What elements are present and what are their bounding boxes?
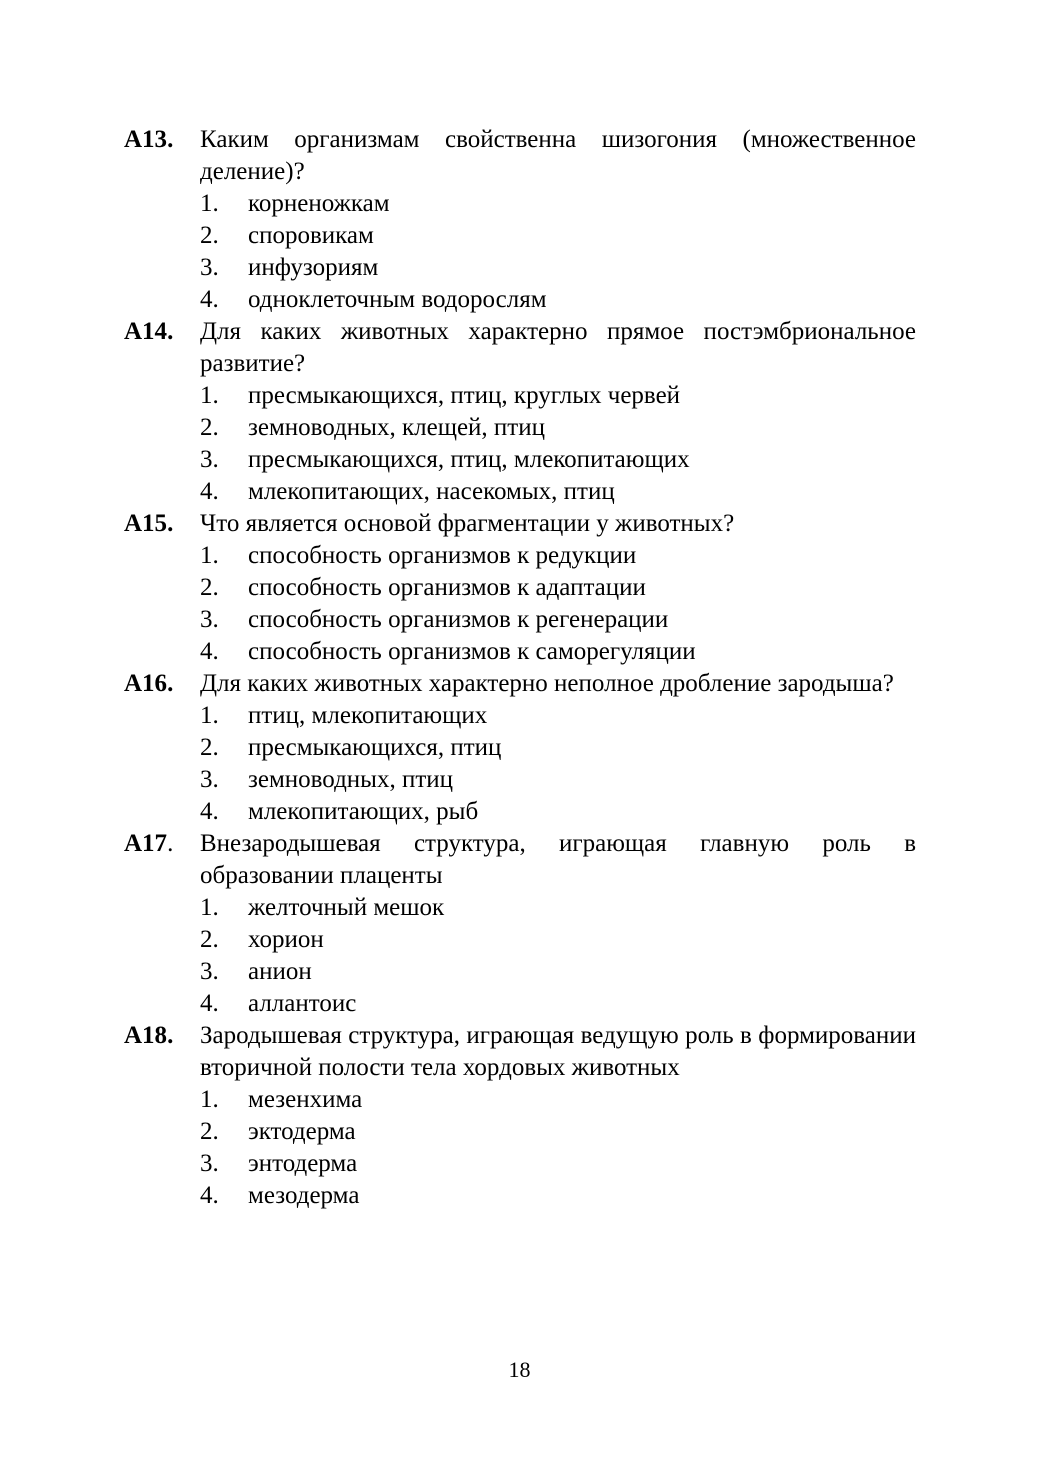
question-number: A14. xyxy=(124,318,174,345)
option-number: 3. xyxy=(200,446,219,473)
answer-option xyxy=(200,188,916,220)
option-number: 3. xyxy=(200,766,219,793)
answer-option xyxy=(200,412,916,444)
answer-option xyxy=(200,444,916,476)
option-number: 2. xyxy=(200,926,219,953)
question-number: A15. xyxy=(124,510,174,537)
answer-option xyxy=(200,956,916,988)
answer-option xyxy=(200,572,916,604)
question-text: Что является основой фрагментации у животных? xyxy=(200,510,735,537)
option-text: способность организмов к адаптации xyxy=(248,574,646,601)
answer-option xyxy=(200,988,916,1020)
option-number: 1. xyxy=(200,382,219,409)
question-a13 xyxy=(124,124,916,316)
option-text: споровикам xyxy=(248,222,374,249)
option-number: 1. xyxy=(200,542,219,569)
question-text: Для каких животных характерно неполное дробление зародыша? xyxy=(200,670,894,697)
option-number: 4. xyxy=(200,478,219,505)
answer-option xyxy=(200,1116,916,1148)
option-number: 3. xyxy=(200,254,219,281)
option-text: мезенхима xyxy=(248,1086,363,1113)
option-number: 3. xyxy=(200,958,219,985)
option-number: 3. xyxy=(200,606,219,633)
option-text: пресмыкающихся, птиц, круглых червей xyxy=(248,382,681,409)
answer-option xyxy=(200,220,916,252)
question-text: Каким организмам свойственна шизогония (множественное деление)? xyxy=(200,126,916,185)
answer-option xyxy=(200,476,916,508)
option-number: 4. xyxy=(200,798,219,825)
option-number: 2. xyxy=(200,1118,219,1145)
option-text: мезодерма xyxy=(248,1182,360,1209)
option-number: 1. xyxy=(200,1086,219,1113)
answer-option xyxy=(200,924,916,956)
option-text: энтодерма xyxy=(248,1150,358,1177)
option-text: млекопитающих, насекомых, птиц xyxy=(248,478,615,505)
question-a17 xyxy=(124,828,916,1020)
question-number: A16. xyxy=(124,670,174,697)
option-text: эктодерма xyxy=(248,1118,356,1145)
option-number: 4. xyxy=(200,638,219,665)
answer-options xyxy=(200,540,916,668)
option-number: 2. xyxy=(200,574,219,601)
option-text: способность организмов к саморегуляции xyxy=(248,638,696,665)
answer-option xyxy=(200,284,916,316)
question-number: A17. xyxy=(124,830,174,857)
question-text: Зародышевая структура, играющая ведущую роль в формировании вторичной полости тела хордовых животных xyxy=(200,1022,916,1081)
option-number: 4. xyxy=(200,1182,219,1209)
option-text: земноводных, птиц xyxy=(248,766,454,793)
page-number: 18 xyxy=(508,1357,531,1382)
answer-option xyxy=(200,796,916,828)
option-number: 4. xyxy=(200,286,219,313)
answer-options xyxy=(200,380,916,508)
option-text: способность организмов к регенерации xyxy=(248,606,669,633)
question-a18 xyxy=(124,1020,916,1212)
option-text: анион xyxy=(248,958,312,985)
option-text: птиц, млекопитающих xyxy=(248,702,488,729)
question-text: Внезародышевая структура, играющая главную роль в образовании плаценты xyxy=(200,830,916,889)
question-number: A13. xyxy=(124,126,174,153)
answer-option xyxy=(200,604,916,636)
answer-option xyxy=(200,252,916,284)
option-number: 1. xyxy=(200,190,219,217)
option-number: 4. xyxy=(200,990,219,1017)
option-text: желточный мешок xyxy=(248,894,445,921)
option-number: 2. xyxy=(200,414,219,441)
option-text: аллантоис xyxy=(248,990,357,1017)
answer-options xyxy=(200,1084,916,1212)
option-number: 3. xyxy=(200,1150,219,1177)
question-a15 xyxy=(124,508,916,668)
option-number: 1. xyxy=(200,894,219,921)
option-number: 1. xyxy=(200,702,219,729)
answer-option xyxy=(200,700,916,732)
answer-option xyxy=(200,540,916,572)
answer-option xyxy=(200,380,916,412)
answer-option xyxy=(200,764,916,796)
option-number: 2. xyxy=(200,222,219,249)
option-text: пресмыкающихся, птиц, млекопитающих xyxy=(248,446,690,473)
option-text: инфузориям xyxy=(248,254,379,281)
option-text: пресмыкающихся, птиц xyxy=(248,734,502,761)
answer-options xyxy=(200,892,916,1020)
option-text: хорион xyxy=(248,926,324,953)
answer-option xyxy=(200,1148,916,1180)
answer-option xyxy=(200,636,916,668)
question-text: Для каких животных характерно прямое постэмбриональное развитие? xyxy=(200,318,916,377)
option-text: млекопитающих, рыб xyxy=(248,798,479,825)
option-text: корненожкам xyxy=(248,190,390,217)
option-text: способность организмов к редукции xyxy=(248,542,637,569)
answer-option xyxy=(200,1180,916,1212)
answer-option xyxy=(200,1084,916,1116)
answer-options xyxy=(200,700,916,828)
question-list xyxy=(124,124,916,1212)
option-text: земноводных, клещей, птиц xyxy=(248,414,545,441)
question-a16 xyxy=(124,668,916,828)
question-number: A18. xyxy=(124,1022,174,1049)
option-text: одноклеточным водорослям xyxy=(248,286,547,313)
question-a14 xyxy=(124,316,916,508)
answer-options xyxy=(200,188,916,316)
option-number: 2. xyxy=(200,734,219,761)
answer-option xyxy=(200,892,916,924)
answer-option xyxy=(200,732,916,764)
